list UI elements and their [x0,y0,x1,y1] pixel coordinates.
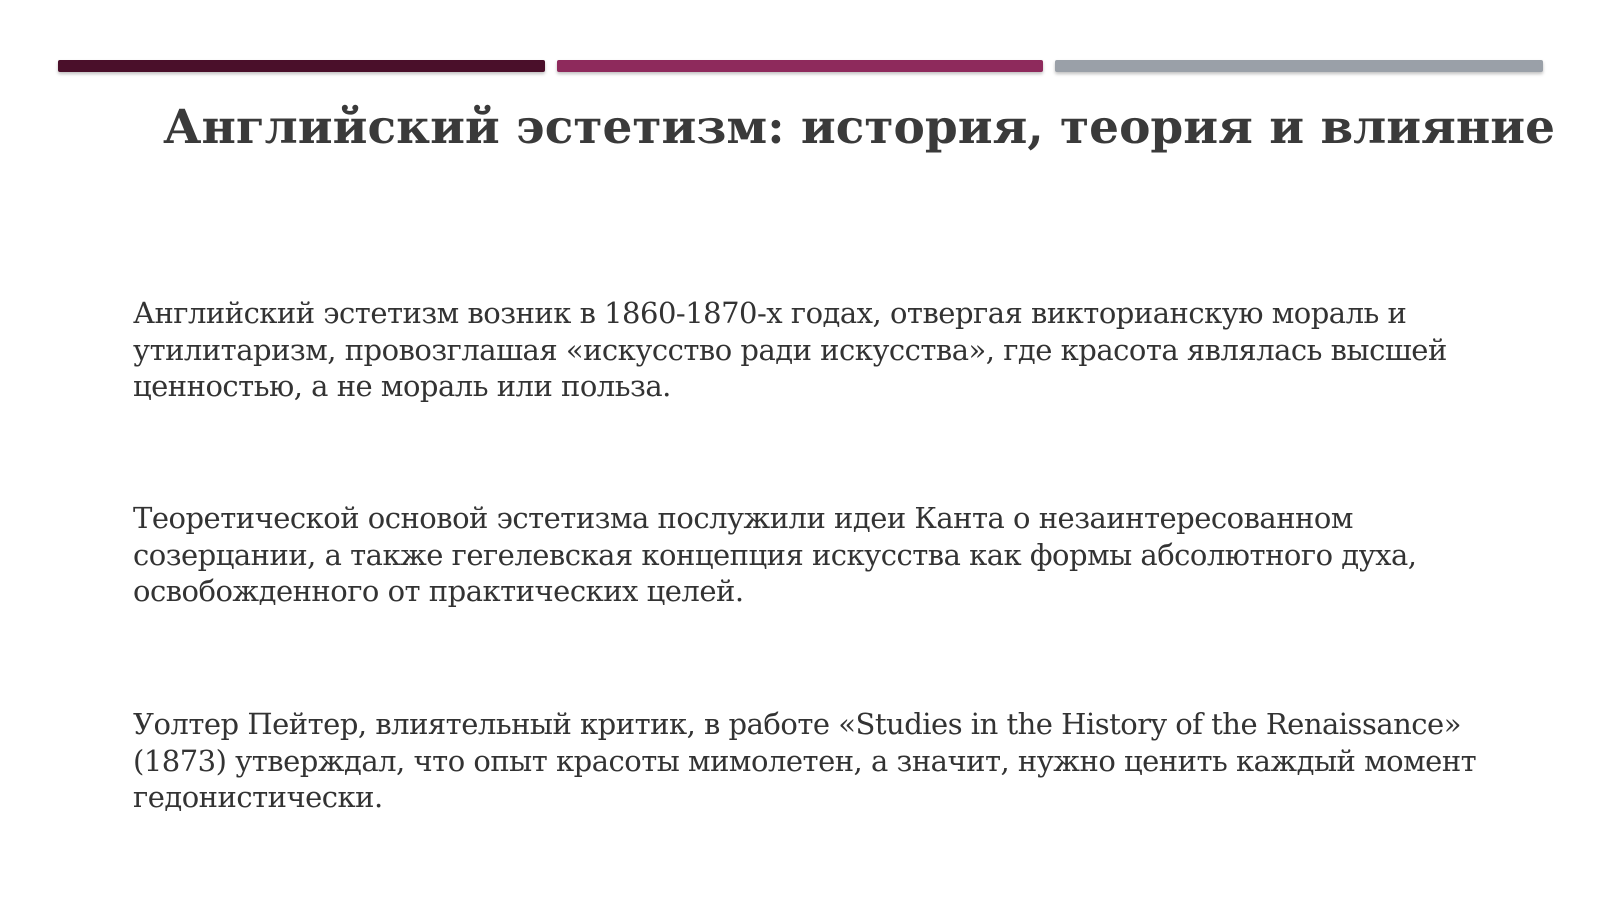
slide-title: Английский эстетизм: история, теория и влияние [163,100,1555,155]
accent-bar-magenta [557,60,1043,72]
accent-bar-gray [1055,60,1543,72]
paragraph-pater: Уолтер Пейтер, влиятельный критик, в работе «Studies in the History of the Renaissance» (1873) утверждал, что опыт красоты мимолетен, а значит, нужно ценить каждый момент гедонистически. [133,707,1477,814]
accent-bar-dark-plum [58,60,545,72]
paragraph-theory: Теоретической основой эстетизма послужили идеи Канта о незаинтересованном созерцании, а также гегелевская концепция искусства как формы абсолютного духа, освобожденного от практических целей. [133,501,1417,608]
paragraph-origins: Английский эстетизм возник в 1860-1870-х годах, отвергая викторианскую мораль и утилитаризм, провозглашая «искусство ради искусства», где красота являлась высшей ценностью, а не мораль или польза. [133,296,1447,403]
